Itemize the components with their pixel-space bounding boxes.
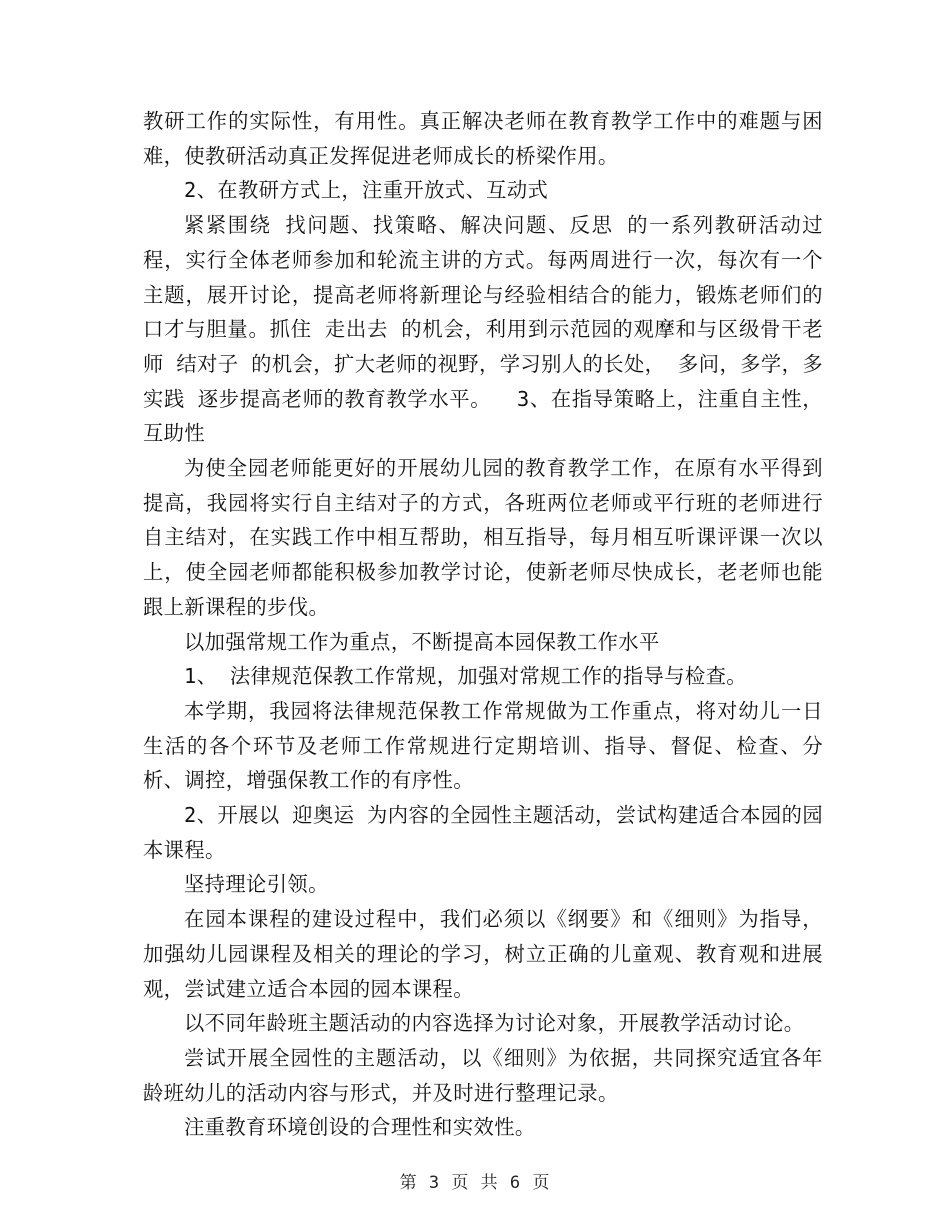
paragraph-10: 在园本课程的建设过程中，我们必须以《纲要》和《细则》为指导，加强幼儿园课程及相关的理论的学习，树立正确的儿童观、教育观和进展观，尝试建立适合本园的园本课程。 <box>143 907 823 1001</box>
paragraph-9: 坚持理论引领。 <box>184 872 329 897</box>
paragraph-4: 为使全园老师能更好的开展幼儿园的教育教学工作，在原有水平得到提高，我园将实行自主结对子的方式，各班两位老师或平行班的老师进行自主结对，在实践工作中相互帮助，相互指导，每月相互听课评课一次以上，使全园老师都能积极参加教学讨论，使新老师尽快成长，老老师也能跟上新课程的步伐。 <box>143 456 823 619</box>
paragraph-13: 注重教育环境创设的合理性和实效性。 <box>184 1115 536 1140</box>
paragraph-8: 2、开展以 迎奥运 为内容的全园性主题活动，尝试构建适合本园的园本课程。 <box>143 803 823 862</box>
paragraph-5: 以加强常规工作为重点，不断提高本园保教工作水平 <box>184 629 660 654</box>
paragraph-6: 1、 法律规范保教工作常规，加强对常规工作的指导与检查。 <box>184 664 747 689</box>
paragraph-3: 紧紧围绕 找问题、找策略、解决问题、反思 的一系列教研活动过程，实行全体老师参加和轮流主讲的方式。每两周进行一次，每次有一个主题，展开讨论，提高老师将新理论与经验相结合的能力，锻炼老师们的口才与胆量。抓住 走出去 的机会，利用到示范园的观摩和与区级骨干老师 结对子 的机会，扩大老师的视野，学习别人的长处， 多问，多学，多实践 逐步提高老师的教育教学水平。 3、在指导策略上，注重自主性，互助性 <box>143 213 823 446</box>
document-body <box>143 104 823 1145</box>
paragraph-7: 本学期，我园将法律规范保教工作常规做为工作重点，将对幼儿一日生活的各个环节及老师工作常规进行定期培训、指导、督促、检查、分析、调控，增强保教工作的有序性。 <box>143 698 823 793</box>
paragraph-11: 以不同年龄班主题活动的内容选择为讨论对象，开展教学活动讨论。 <box>184 1011 805 1036</box>
paragraph-1: 教研工作的实际性，有用性。真正解决老师在教育教学工作中的难题与困难，使教研活动真正发挥促进老师成长的桥梁作用。 <box>143 109 823 168</box>
page-number-footer: 第 3 页 共 6 页 <box>399 1173 551 1193</box>
paragraph-2: 2、在教研方式上，注重开放式、互动式 <box>184 178 549 203</box>
paragraph-12: 尝试开展全园性的主题活动，以《细则》为依据，共同探究适宜各年龄班幼儿的活动内容与形式，并及时进行整理记录。 <box>143 1045 823 1105</box>
